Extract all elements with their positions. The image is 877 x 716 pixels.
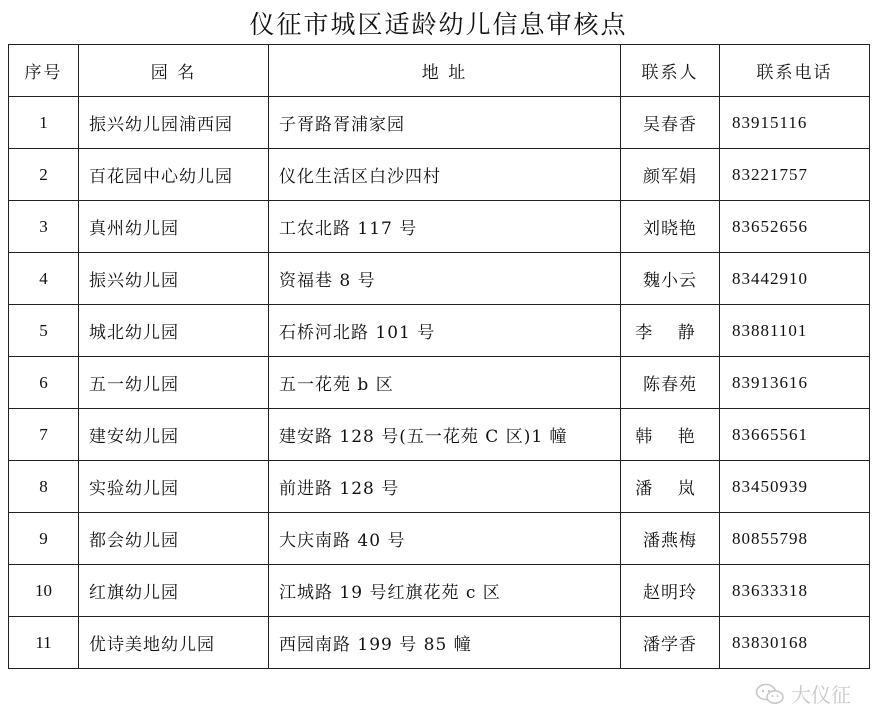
cell-address: 仪化生活区白沙四村 [269, 149, 621, 201]
cell-phone: 83450939 [720, 461, 870, 513]
cell-no: 2 [9, 149, 79, 201]
cell-address: 子胥路胥浦家园 [269, 97, 621, 149]
audit-points-table [8, 44, 870, 669]
cell-contact: 魏小云 [621, 253, 720, 305]
header-contact: 联系人 [621, 45, 720, 97]
cell-phone: 83915116 [720, 97, 870, 149]
cell-phone: 83881101 [720, 305, 870, 357]
table-row [9, 409, 870, 461]
cell-address: 工农北路 117 号 [269, 201, 621, 253]
cell-phone: 83633318 [720, 565, 870, 617]
cell-phone: 80855798 [720, 513, 870, 565]
cell-contact: 颜军娟 [621, 149, 720, 201]
cell-kindergarten-name: 五一幼儿园 [79, 357, 269, 409]
cell-no: 4 [9, 253, 79, 305]
cell-contact: 陈春苑 [621, 357, 720, 409]
cell-no: 6 [9, 357, 79, 409]
cell-no: 8 [9, 461, 79, 513]
header-address: 地 址 [269, 45, 621, 97]
cell-address: 前进路 128 号 [269, 461, 621, 513]
table-row [9, 253, 870, 305]
cell-kindergarten-name: 红旗幼儿园 [79, 565, 269, 617]
header-no: 序号 [9, 45, 79, 97]
watermark [755, 679, 851, 708]
cell-kindergarten-name: 实验幼儿园 [79, 461, 269, 513]
cell-no: 10 [9, 565, 79, 617]
table-row [9, 149, 870, 201]
wechat-icon [755, 683, 785, 705]
cell-kindergarten-name: 城北幼儿园 [79, 305, 269, 357]
table-row [9, 617, 870, 669]
cell-no: 5 [9, 305, 79, 357]
cell-no: 11 [9, 617, 79, 669]
cell-no: 9 [9, 513, 79, 565]
cell-address: 大庆南路 40 号 [269, 513, 621, 565]
table-row [9, 513, 870, 565]
cell-address: 资福巷 8 号 [269, 253, 621, 305]
page-title: 仪征市城区适龄幼儿信息审核点 [249, 10, 628, 39]
cell-phone: 83221757 [720, 149, 870, 201]
cell-kindergarten-name: 振兴幼儿园 [79, 253, 269, 305]
table-header-row [9, 45, 870, 97]
cell-phone: 83665561 [720, 409, 870, 461]
cell-no: 1 [9, 97, 79, 149]
cell-address: 江城路 19 号红旗花苑 c 区 [269, 565, 621, 617]
cell-kindergarten-name: 都会幼儿园 [79, 513, 269, 565]
cell-phone: 83442910 [720, 253, 870, 305]
cell-no: 3 [9, 201, 79, 253]
cell-phone: 83652656 [720, 201, 870, 253]
cell-kindergarten-name: 振兴幼儿园浦西园 [79, 97, 269, 149]
header-phone: 联系电话 [720, 45, 870, 97]
watermark-text: 大仪征 [791, 683, 851, 707]
cell-contact: 刘晓艳 [621, 201, 720, 253]
cell-kindergarten-name: 真州幼儿园 [79, 201, 269, 253]
cell-contact: 吴春香 [621, 97, 720, 149]
cell-kindergarten-name: 百花园中心幼儿园 [79, 149, 269, 201]
cell-kindergarten-name: 建安幼儿园 [79, 409, 269, 461]
table-row [9, 461, 870, 513]
cell-no: 7 [9, 409, 79, 461]
header-name: 园 名 [79, 45, 269, 97]
table-row [9, 565, 870, 617]
cell-phone: 83913616 [720, 357, 870, 409]
cell-phone: 83830168 [720, 617, 870, 669]
table-row [9, 357, 870, 409]
table-row [9, 97, 870, 149]
cell-address: 西园南路 199 号 85 幢 [269, 617, 621, 669]
cell-contact: 韩 艳 [621, 409, 720, 461]
cell-contact: 赵明玲 [621, 565, 720, 617]
table-row [9, 305, 870, 357]
cell-kindergarten-name: 优诗美地幼儿园 [79, 617, 269, 669]
cell-contact: 潘 岚 [621, 461, 720, 513]
cell-contact: 潘燕梅 [621, 513, 720, 565]
cell-address: 五一花苑 b 区 [269, 357, 621, 409]
cell-address: 石桥河北路 101 号 [269, 305, 621, 357]
cell-contact: 李 静 [621, 305, 720, 357]
table-row [9, 201, 870, 253]
cell-address: 建安路 128 号(五一花苑 C 区)1 幢 [269, 409, 621, 461]
cell-contact: 潘学香 [621, 617, 720, 669]
